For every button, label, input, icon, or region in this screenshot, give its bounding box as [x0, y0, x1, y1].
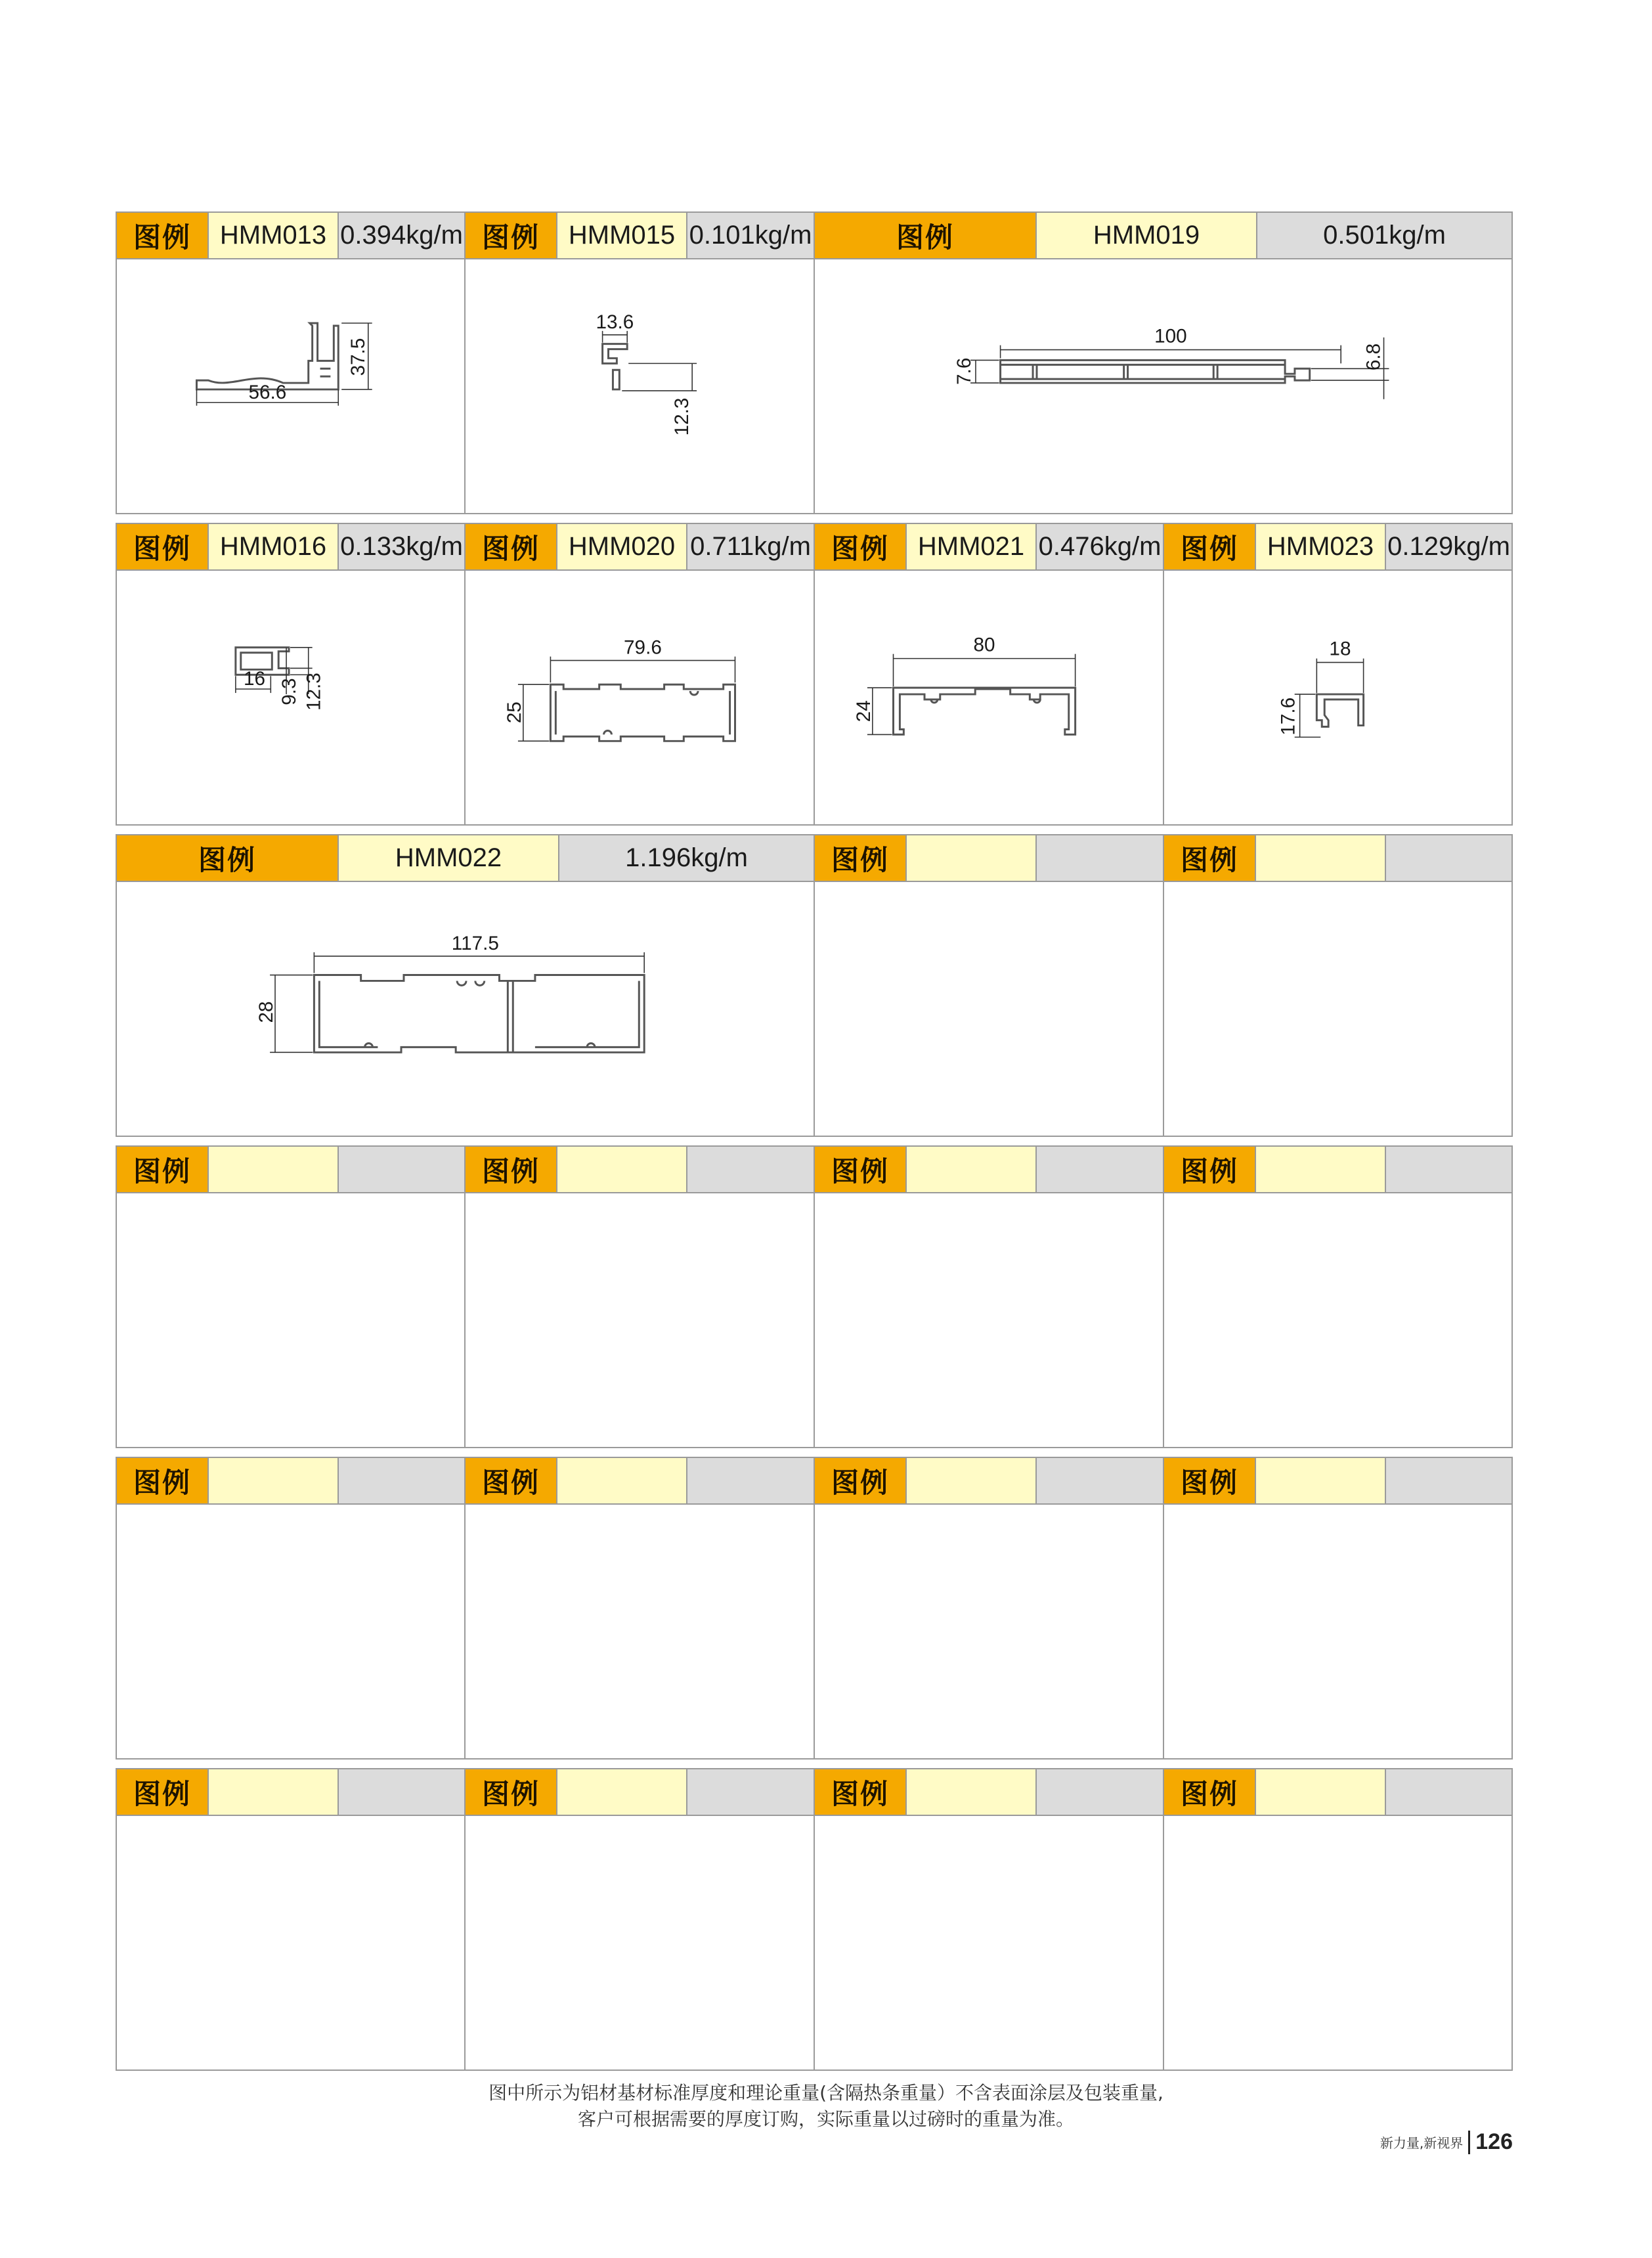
profile-drawing — [1164, 571, 1511, 824]
profile-code — [207, 1147, 337, 1192]
dimension-label: 13.6 — [596, 311, 634, 333]
card-header — [815, 1769, 1163, 1816]
footer-note-line: 图中所示为铝材基材标准厚度和理论重量(含隔热条重量）不含表面涂层及包装重量, — [489, 2082, 1163, 2104]
page-number: 126 — [1475, 2129, 1513, 2154]
empty-profile-card — [116, 1768, 466, 2071]
legend-label: 图例 — [1164, 1769, 1255, 1815]
profile-catalog — [116, 211, 1513, 2075]
legend-label: 图例 — [117, 524, 207, 569]
profile-drawing-area — [466, 1505, 814, 1758]
profile-weight — [337, 1147, 464, 1192]
legend-label: 图例 — [815, 524, 905, 569]
profile-code — [905, 1769, 1035, 1815]
profile-card-hmm019 — [814, 211, 1513, 514]
profile-drawing-area — [117, 1193, 464, 1447]
profile-weight — [686, 1769, 814, 1815]
legend-label: 图例 — [117, 1147, 207, 1192]
card-header — [1164, 1147, 1511, 1193]
dimension-label: 56.6 — [248, 381, 287, 403]
dimension-label: 7.6 — [953, 357, 976, 385]
profile-code — [1255, 1147, 1385, 1192]
divider — [1468, 2131, 1470, 2154]
profile-card-hmm022 — [116, 834, 815, 1137]
catalog-row — [116, 523, 1513, 826]
profile-weight — [1385, 835, 1511, 881]
legend-label: 图例 — [117, 1458, 207, 1503]
profile-code — [905, 1147, 1035, 1192]
profile-weight: 0.133kg/m — [337, 524, 464, 569]
card-header — [466, 1769, 814, 1816]
dimension-label: 25 — [503, 701, 525, 724]
profile-weight — [1385, 1458, 1511, 1503]
profile-weight — [686, 1147, 814, 1192]
empty-profile-card — [1163, 1768, 1513, 2071]
profile-drawing-area — [117, 882, 814, 1136]
profile-drawing-area — [117, 1505, 464, 1758]
catalog-row — [116, 1768, 1513, 2071]
profile-weight: 0.394kg/m — [337, 213, 464, 258]
profile-weight — [1385, 1769, 1511, 1815]
dimension-label: 12.3 — [671, 397, 693, 436]
profile-code — [905, 1458, 1035, 1503]
dimension-label: 18 — [1329, 638, 1351, 660]
profile-drawing-area — [466, 1816, 814, 2070]
profile-drawing — [117, 571, 464, 824]
legend-label: 图例 — [466, 1147, 556, 1192]
page-footer — [1380, 2129, 1513, 2155]
empty-profile-card — [116, 1145, 466, 1448]
legend-label: 图例 — [117, 1769, 207, 1815]
card-header — [466, 213, 814, 259]
profile-code — [207, 1458, 337, 1503]
legend-label: 图例 — [466, 213, 556, 258]
legend-label: 图例 — [815, 1147, 905, 1192]
card-header — [117, 835, 814, 882]
profile-code — [1255, 835, 1385, 881]
legend-label: 图例 — [117, 835, 337, 881]
card-header — [1164, 835, 1511, 882]
profile-weight: 0.476kg/m — [1035, 524, 1163, 569]
profile-code: HMM022 — [337, 835, 558, 881]
card-header — [117, 213, 464, 259]
profile-code: HMM013 — [207, 213, 337, 258]
dimension-label: 12.3 — [303, 673, 325, 711]
profile-code: HMM021 — [905, 524, 1035, 569]
profile-weight — [1035, 1147, 1163, 1192]
profile-drawing-area — [815, 259, 1511, 513]
profile-drawing-area — [1164, 1505, 1511, 1758]
legend-label: 图例 — [466, 524, 556, 569]
profile-drawing-area — [815, 1193, 1163, 1447]
dimension-label: 80 — [973, 634, 995, 656]
profile-code — [556, 1769, 686, 1815]
dimension-label: 6.8 — [1362, 343, 1385, 371]
profile-drawing-area — [1164, 1193, 1511, 1447]
profile-card-hmm021 — [814, 523, 1164, 826]
profile-drawing-area — [117, 259, 464, 513]
empty-profile-card — [116, 1457, 466, 1760]
profile-weight — [1385, 1147, 1511, 1192]
profile-drawing-area — [466, 1193, 814, 1447]
legend-label: 图例 — [1164, 835, 1255, 881]
profile-drawing-area — [1164, 571, 1511, 824]
profile-weight — [337, 1769, 464, 1815]
profile-drawing-area — [815, 1505, 1163, 1758]
profile-drawing-area — [815, 571, 1163, 824]
profile-code: HMM015 — [556, 213, 686, 258]
profile-drawing-area — [1164, 1816, 1511, 2070]
card-header — [117, 524, 464, 571]
profile-card-hmm013 — [116, 211, 466, 514]
profile-code: HMM016 — [207, 524, 337, 569]
card-header — [117, 1147, 464, 1193]
profile-drawing — [815, 259, 1511, 513]
profile-drawing-area — [466, 259, 814, 513]
profile-drawing — [466, 259, 814, 513]
profile-card-hmm015 — [464, 211, 815, 514]
card-header — [815, 1147, 1163, 1193]
profile-code — [1255, 1458, 1385, 1503]
dimension-label: 117.5 — [451, 932, 499, 954]
legend-label: 图例 — [815, 1769, 905, 1815]
profile-card-hmm020 — [464, 523, 815, 826]
profile-code — [556, 1147, 686, 1192]
profile-code: HMM023 — [1255, 524, 1385, 569]
empty-profile-card — [464, 1145, 815, 1448]
dimension-label: 37.5 — [347, 338, 369, 376]
profile-code — [207, 1769, 337, 1815]
empty-profile-card — [1163, 834, 1513, 1137]
legend-label: 图例 — [1164, 524, 1255, 569]
profile-weight: 1.196kg/m — [558, 835, 814, 881]
footer-note — [0, 2080, 1652, 2133]
catalog-row — [116, 211, 1513, 514]
empty-profile-card — [464, 1457, 815, 1760]
profile-drawing — [117, 259, 464, 513]
card-header — [117, 1769, 464, 1816]
profile-drawing-area — [466, 571, 814, 824]
catalog-row — [116, 834, 1513, 1137]
profile-weight: 0.501kg/m — [1256, 213, 1511, 258]
empty-profile-card — [814, 1768, 1164, 2071]
card-header — [466, 524, 814, 571]
profile-drawing-area — [117, 571, 464, 824]
profile-weight — [1035, 1458, 1163, 1503]
card-header — [815, 213, 1511, 259]
card-header — [815, 1458, 1163, 1505]
legend-label: 图例 — [466, 1458, 556, 1503]
profile-weight: 0.129kg/m — [1385, 524, 1511, 569]
dimension-label: 28 — [255, 1001, 278, 1023]
profile-drawing — [117, 882, 814, 1136]
slogan: 新力量,新视界 — [1380, 2135, 1464, 2151]
profile-drawing-area — [815, 882, 1163, 1136]
card-header — [815, 524, 1163, 571]
profile-code — [1255, 1769, 1385, 1815]
legend-label: 图例 — [815, 835, 905, 881]
legend-label: 图例 — [1164, 1458, 1255, 1503]
profile-code — [556, 1458, 686, 1503]
profile-drawing-area — [117, 1816, 464, 2070]
profile-weight — [686, 1458, 814, 1503]
profile-weight — [337, 1458, 464, 1503]
empty-profile-card — [1163, 1457, 1513, 1760]
dimension-label: 17.6 — [1277, 697, 1299, 736]
legend-label: 图例 — [815, 1458, 905, 1503]
profile-drawing-area — [815, 1816, 1163, 2070]
catalog-row — [116, 1145, 1513, 1448]
dimension-label: 79.6 — [624, 636, 662, 659]
profile-code: HMM020 — [556, 524, 686, 569]
card-header — [815, 835, 1163, 882]
legend-label: 图例 — [466, 1769, 556, 1815]
profile-card-hmm023 — [1163, 523, 1513, 826]
card-header — [1164, 1458, 1511, 1505]
profile-drawing — [466, 571, 814, 824]
legend-label: 图例 — [1164, 1147, 1255, 1192]
legend-label: 图例 — [815, 213, 1035, 258]
profile-weight — [1035, 1769, 1163, 1815]
profile-drawing-area — [1164, 882, 1511, 1136]
card-header — [117, 1458, 464, 1505]
profile-weight — [1035, 835, 1163, 881]
card-header — [466, 1458, 814, 1505]
dimension-label: 24 — [852, 700, 875, 722]
empty-profile-card — [814, 1457, 1164, 1760]
dimension-label: 9.3 — [278, 678, 300, 705]
empty-profile-card — [814, 1145, 1164, 1448]
legend-label: 图例 — [117, 213, 207, 258]
card-header — [1164, 524, 1511, 571]
profile-weight: 0.101kg/m — [686, 213, 814, 258]
catalog-row — [116, 1457, 1513, 1760]
dimension-label: 16 — [244, 668, 266, 690]
footer-note-line: 客户可根据需要的厚度订购，实际重量以过磅时的重量为准。 — [577, 2108, 1074, 2130]
profile-weight: 0.711kg/m — [686, 524, 814, 569]
profile-code: HMM019 — [1035, 213, 1256, 258]
card-header — [1164, 1769, 1511, 1816]
dimension-label: 100 — [1154, 325, 1187, 347]
card-header — [466, 1147, 814, 1193]
profile-code — [905, 835, 1035, 881]
empty-profile-card — [814, 834, 1164, 1137]
empty-profile-card — [464, 1768, 815, 2071]
empty-profile-card — [1163, 1145, 1513, 1448]
profile-drawing — [815, 571, 1163, 824]
profile-card-hmm016 — [116, 523, 466, 826]
